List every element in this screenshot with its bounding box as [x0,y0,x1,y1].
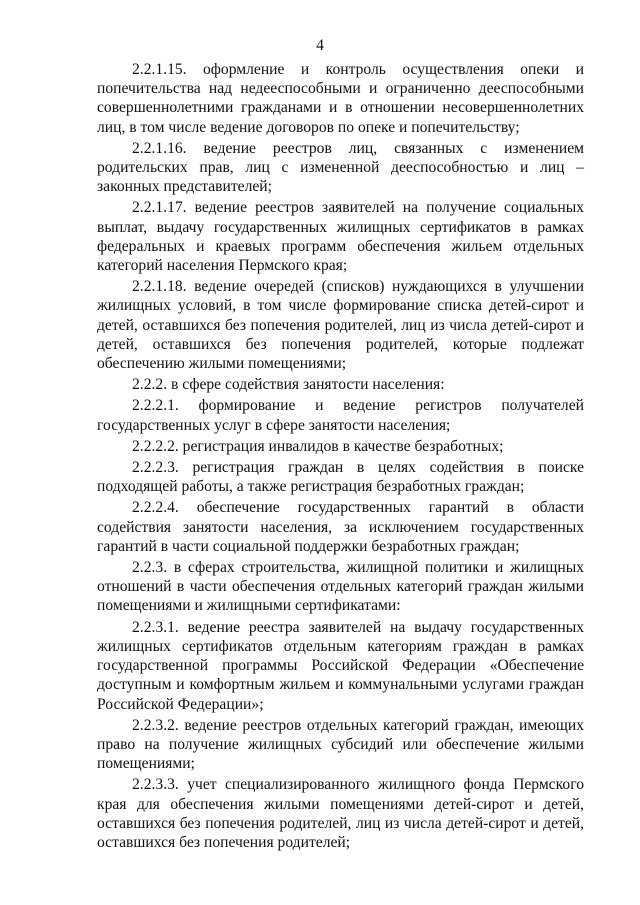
paragraph-2-2-2: 2.2.2. в сфере содействия занятости населения: [132,376,445,394]
paragraph-2-2-2-2: 2.2.2.2. регистрация инвалидов в качестве безработных; [132,437,504,455]
paragraph-2-2-2-4: 2.2.2.4. обеспечение государственных гарантий в области содействия занятости населения, за исключением государственных гарантий в части социальной поддержки безработных граждан; [97,499,584,555]
paragraph-2-2-3-2: 2.2.3.2. ведение реестров отдельных категорий граждан, имеющих право на получение жилищных субсидий или обеспечение жилыми помещениями; [97,716,584,773]
paragraph-2-2-3-1: 2.2.3.1. ведение реестра заявителей на выдачу государственных жилищных сертификатов отдельным категориям граждан в рамках государственной программы Российской Федерации «Обеспечение доступным и комфортным жильем и коммунальными услугами граждан Российской Федерации»; [97,618,584,713]
paragraph-2-2-1-15: 2.2.1.15. оформление и контроль осуществления опеки и попечительства над недееспособными и ограниченно дееспособными совершеннолетними гражданами и в отношении несовершеннолетних лиц, в том числе ведение договоров по опеке и попечительству; [97,61,584,136]
paragraph-2-2-2-3: 2.2.2.3. регистрация граждан в целях содействия в поиске подходящей работы, а также регистрация безработных граждан; [97,459,584,496]
page-number: 4 [316,37,324,54]
document-body [97,60,584,854]
paragraph-2-2-3: 2.2.3. в сферах строительства, жилищной политики и жилищных отношений в части обеспечения отдельных категорий граждан жилыми помещениями и жилищными сертификатами: [97,559,584,615]
paragraph-2-2-1-17: 2.2.1.17. ведение реестров заявителей на получение социальных выплат, выдачу государственных жилищных сертификатов в рамках федеральных и краевых программ обеспечения жильем отдельных категорий населения Пермского края; [97,199,584,275]
paragraph-2-2-3-3: 2.2.3.3. учет специализированного жилищного фонда Пермского края для обеспечения жилыми помещениями детей-сирот и детей, оставшихся без попечения родителей, лиц из числа детей-сирот и детей, оставшихся без попечения родителей; [97,776,584,851]
paragraph-2-2-1-18: 2.2.1.18. ведение очередей (списков) нуждающихся в улучшении жилищных условий, в том числе формирование списка детей-сирот и детей, оставшихся без попечения родителей, лиц из числа детей-сирот и детей, оставшихся без попечения родителей, которые подлежат обеспечению жилыми помещениями; [97,278,584,373]
paragraph-2-2-1-16: 2.2.1.16. ведение реестров лиц, связанных с изменением родительских прав, лиц с измененной дееспособностью и лиц – законных представителей; [97,139,584,196]
paragraph-2-2-2-1: 2.2.2.1. формирование и ведение регистров получателей государственных услуг в сфере занятости населения; [97,397,584,434]
